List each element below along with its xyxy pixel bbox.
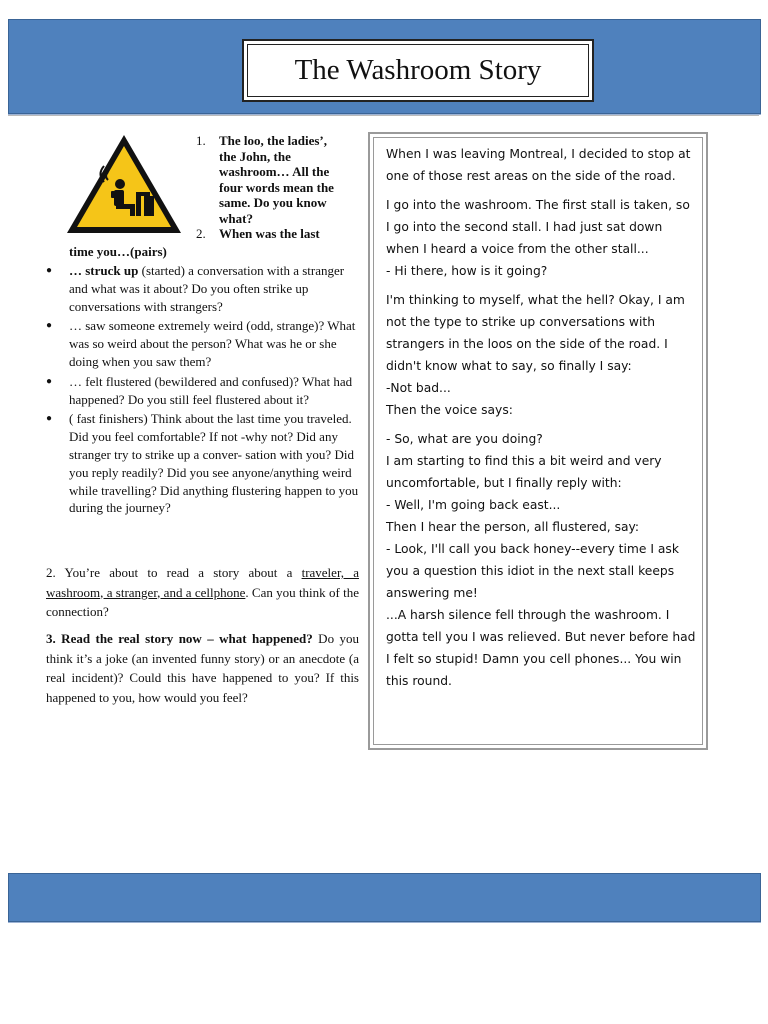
story-line: Then the voice says:	[386, 403, 513, 417]
bullet-icon: ●	[46, 265, 53, 276]
list-item	[46, 317, 364, 370]
question-number: 2.	[196, 226, 206, 241]
story-line: When I was leaving Montreal, I decided to stop at one of those rest areas on the side of the road.	[386, 147, 691, 183]
question-2-continued: time you…(pairs)	[69, 244, 167, 259]
task-2-underlined: traveler, a washroom, a stranger, and a cellphone	[46, 565, 359, 600]
question-1	[196, 133, 346, 226]
task-2-tail: . Can you think of the connection?	[46, 584, 359, 619]
footer-band	[8, 873, 761, 922]
spacer	[386, 421, 696, 428]
page-title: The Washroom Story	[294, 54, 542, 86]
task-3-tail: Do you think it’s a joke (an invented funny story) or an anecdote (a real incident)? Could this have happened to you? If this happened to you, how would you feel?	[46, 631, 359, 705]
title-box	[242, 39, 594, 102]
bullet-text: … saw someone extremely weird (odd, strange)? What was so weird about the person? What was he or she doing when you saw them?	[69, 318, 356, 369]
question-list	[196, 133, 346, 242]
bullet-icon: ●	[46, 320, 53, 332]
bullet-lead: ( fast finishers)	[69, 411, 148, 427]
story-line: - So, what are you doing?	[386, 432, 543, 446]
story-line: I go into the washroom. The first stall is taken, so I go into the second stall. I had just sat down when I heard a voice from the other stall...	[386, 198, 690, 256]
bullet-text: (started) a conversation with a stranger and what was it about? Do you often strike up conversations with strangers?	[69, 263, 345, 314]
story-line: Then I hear the person, all flustered, say:	[386, 520, 640, 534]
bullet-lead: … struck up	[69, 263, 139, 278]
story-line: - Well, I'm going back east...	[386, 498, 561, 512]
question-2	[196, 226, 346, 242]
bullet-icon: ●	[46, 375, 53, 387]
list-item	[46, 373, 364, 409]
spacer	[386, 187, 696, 194]
bullet-text: Think about the last time you traveled. Did you feel comfortable? If not -why not? Did any stranger try to strike up a conver- sation with you? Did you reply readily? Did you see anyone/anything weird while travelling? Did anything flustering happen to you during the journey?	[69, 411, 359, 516]
story-line: I'm thinking to myself, what the hell? Okay, I am not the type to strike up conversations with strangers in the loos on the side of the road. I didn't know what to say, so finally I say:	[386, 293, 685, 373]
question-number: 1.	[196, 133, 206, 148]
warning-sign-icon	[64, 132, 184, 236]
header-divider	[8, 115, 759, 116]
question-text: When was the last	[219, 226, 320, 241]
bullet-list	[46, 262, 364, 519]
task-2-lead: 2. You’re about to read a story about a	[46, 565, 302, 580]
story-line: - Hi there, how is it going?	[386, 264, 548, 278]
task-2-paragraph	[46, 563, 359, 622]
story-line: - Look, I'll call you back honey--every time I ask you a question this idiot in the next stall keeps answering me!	[386, 542, 679, 600]
list-item	[46, 410, 364, 517]
spacer	[386, 282, 696, 289]
story-text	[386, 143, 696, 692]
story-line: -Not bad...	[386, 381, 451, 395]
list-item	[46, 262, 364, 315]
story-line: I am starting to find this a bit weird and very uncomfortable, but I finally reply with:	[386, 454, 662, 490]
task-3-lead: 3. Read the real story now – what happened?	[46, 631, 313, 646]
task-3-paragraph	[46, 629, 359, 707]
bullet-text: … felt flustered (bewildered and confused)? What had happened? Do you still feel flustered about it?	[69, 373, 353, 407]
story-line: ...A harsh silence fell through the washroom. I gotta tell you I was relieved. But never before had I felt so stupid! Damn you cell phones... You win this round.	[386, 608, 696, 688]
question-text: The loo, the ladies’, the John, the washroom… All the four words mean the same. Do you know what?	[219, 133, 334, 226]
bullet-icon: ●	[46, 413, 53, 425]
